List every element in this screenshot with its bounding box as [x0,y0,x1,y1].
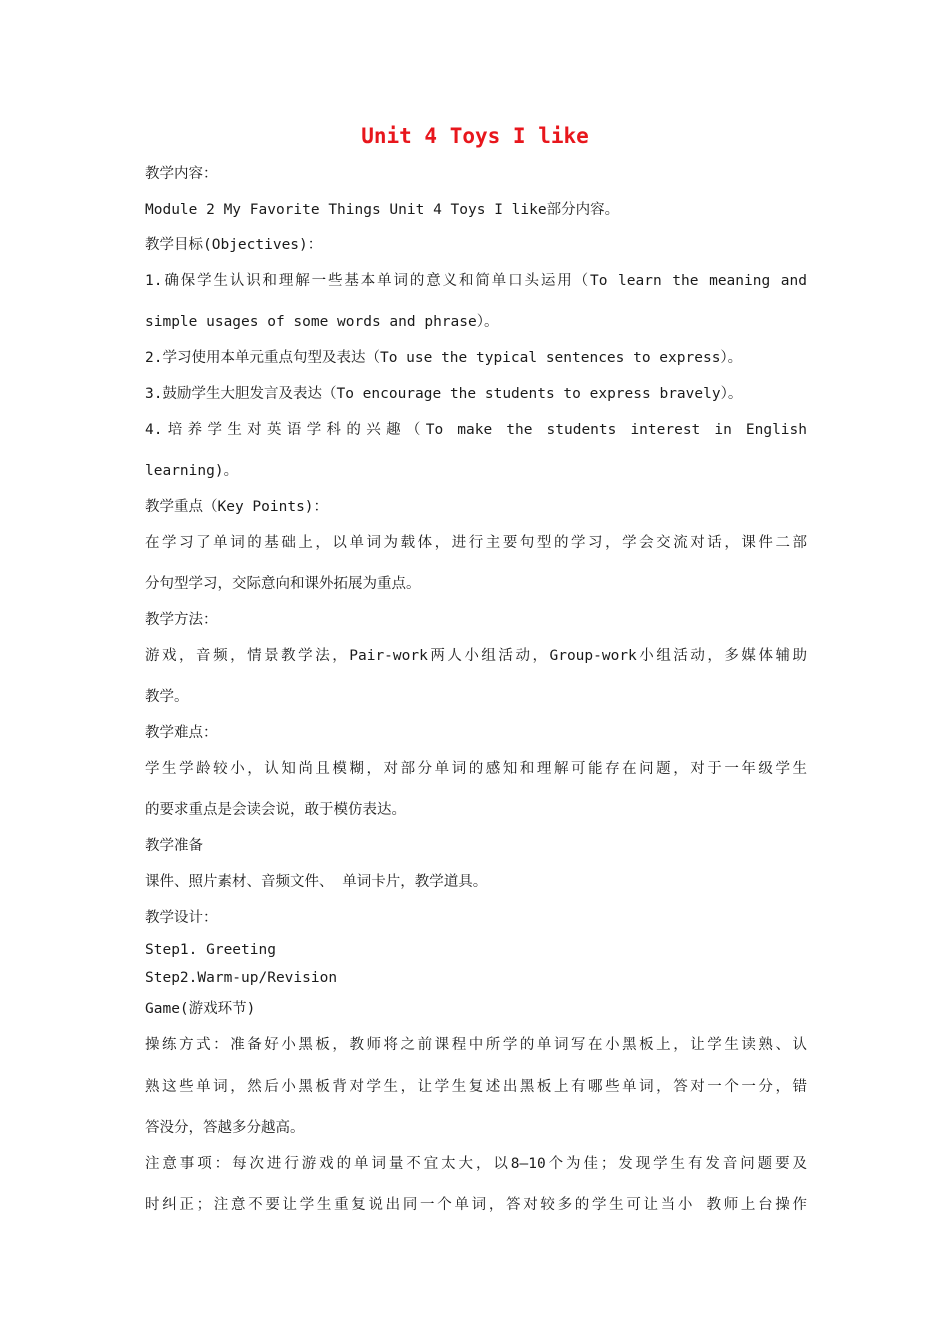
paragraph-line: 的要求重点是会读会说，敢于模仿表达。 [145,802,406,818]
paragraph-line: 3.鼓励学生大胆发言及表达（To encourage the students to express bravely）。 [145,386,743,402]
paragraph-line: 课件、照片素材、音频文件、 单词卡片，教学道具。 [145,874,488,890]
paragraph-line: Module 2 My Favorite Things Unit 4 Toys I like部分内容。 [145,202,620,218]
paragraph-line: 注意事项：每次进行游戏的单词量不宜太大，以8—10个为佳；发现学生有发音问题要及 [145,1156,807,1172]
paragraph-line: 时纠正；注意不要让学生重复说出同一个单词，答对较多的学生可让当小 教师上台操作 [145,1197,807,1213]
paragraph-line: 操练方式：准备好小黑板，教师将之前课程中所学的单词写在小黑板上，让学生读熟、认 [145,1037,807,1053]
heading-preparation: 教学准备 [145,838,203,854]
step-line: Step1. Greeting [145,942,276,958]
paragraph-line: 4.培养学生对英语学科的兴趣（To make the students interest in English [145,422,807,438]
paragraph-line: 1.确保学生认识和理解一些基本单词的意义和简单口头运用（To learn the meaning and [145,273,807,289]
paragraph-line: 教学。 [145,689,189,705]
document-title: Unit 4 Toys I like [361,124,589,148]
heading-key-points: 教学重点（Key Points)： [145,499,329,515]
paragraph-line: simple usages of some words and phrase）。 [145,314,499,330]
paragraph-line: 熟这些单词，然后小黑板背对学生，让学生复述出黑板上有哪些单词，答对一个一分，错 [145,1079,807,1095]
paragraph-line: 2.学习使用本单元重点句型及表达（To use the typical sentences to express）。 [145,350,743,366]
paragraph-line: 学生学龄较小，认知尚且模糊，对部分单词的感知和理解可能存在问题，对于一年级学生 [145,761,807,777]
heading-objectives: 教学目标(Objectives)： [145,237,323,253]
paragraph-line: learning)。 [145,463,239,479]
step-line: Step2.Warm-up/Revision [145,970,338,986]
step-line: Game(游戏环节) [145,1001,256,1017]
heading-content: 教学内容： [145,166,218,182]
heading-design: 教学设计： [145,910,218,926]
paragraph-line: 分句型学习，交际意向和课外拓展为重点。 [145,576,421,592]
paragraph-line: 答没分，答越多分越高。 [145,1120,305,1136]
paragraph-line: 游戏，音频，情景教学法，Pair-work两人小组活动，Group-work小组活动，多媒体辅助 [145,648,807,664]
heading-difficulties: 教学难点： [145,725,218,741]
heading-methods: 教学方法： [145,612,218,628]
paragraph-line: 在学习了单词的基础上，以单词为载体，进行主要句型的学习，学会交流对话，课件二部 [145,535,807,551]
